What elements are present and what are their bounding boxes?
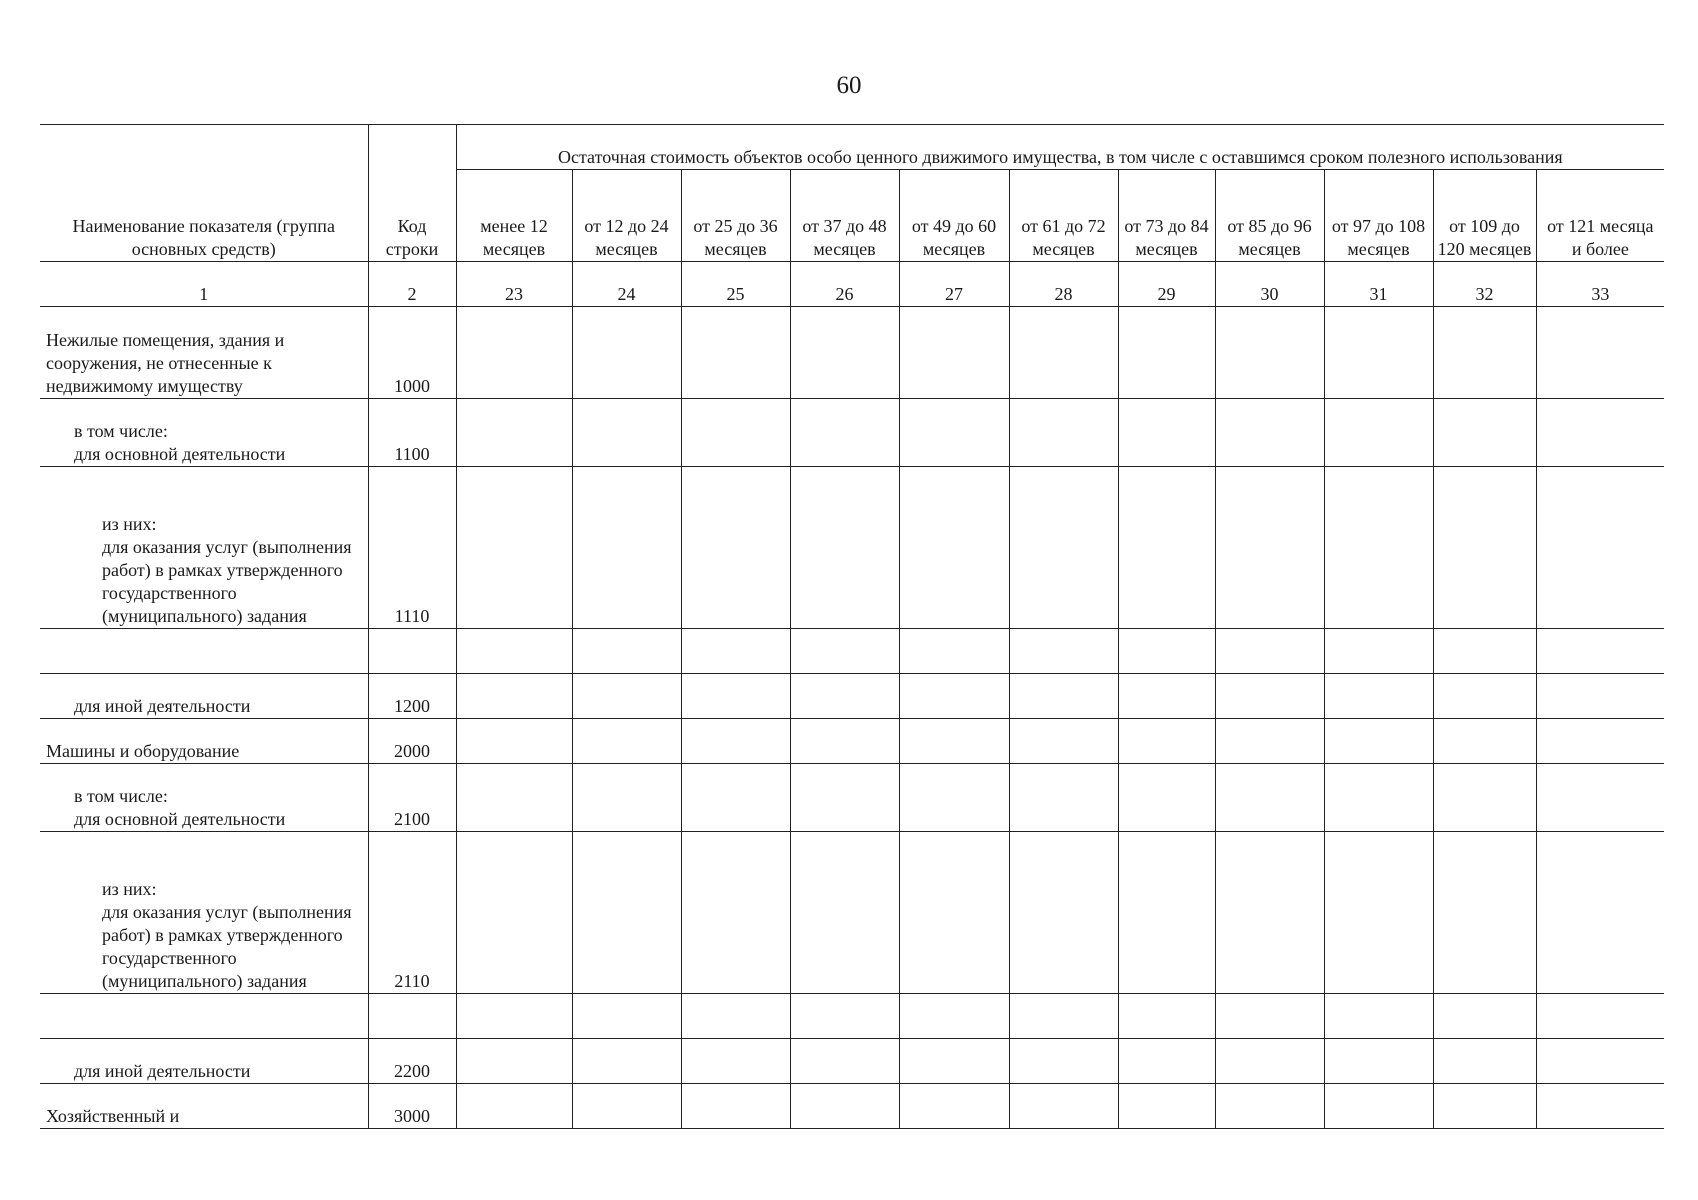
value-cell (572, 994, 681, 1039)
value-cell (456, 399, 572, 467)
value-cell (1009, 1039, 1118, 1084)
value-cell (1324, 719, 1433, 764)
table-row (40, 467, 1664, 629)
column-number: 32 (1433, 262, 1536, 307)
value-cell (790, 399, 899, 467)
value-cell (681, 674, 790, 719)
value-cell (1009, 307, 1118, 399)
column-number: 28 (1009, 262, 1118, 307)
value-cell (1215, 307, 1324, 399)
value-cell (1215, 1039, 1324, 1084)
header-residual-value-group: Остаточная стоимость объектов особо ценного движимого имущества, в том числе с оставшимся сроком полезного использования (456, 125, 1664, 170)
value-cell (681, 719, 790, 764)
value-cell (1324, 467, 1433, 629)
value-cell (1215, 832, 1324, 994)
value-cell (899, 764, 1009, 832)
page-number: 60 (836, 72, 862, 99)
value-cell (899, 467, 1009, 629)
value-cell (1118, 1084, 1215, 1129)
row-code (368, 994, 456, 1039)
row-code: 1110 (368, 467, 456, 629)
indicator-name: в том числе: для основной деятельности (40, 764, 368, 832)
header-period-col: от 49 до 60 месяцев (899, 170, 1009, 262)
value-cell (899, 674, 1009, 719)
value-cell (1536, 467, 1664, 629)
value-cell (1009, 719, 1118, 764)
value-cell (899, 1084, 1009, 1129)
value-cell (1118, 1039, 1215, 1084)
row-code (368, 629, 456, 674)
table-row (40, 719, 1664, 764)
value-cell (456, 467, 572, 629)
value-cell (1215, 719, 1324, 764)
column-number: 25 (681, 262, 790, 307)
value-cell (790, 307, 899, 399)
value-cell (1324, 1084, 1433, 1129)
value-cell (572, 832, 681, 994)
indicator-name: в том числе: для основной деятельности (40, 399, 368, 467)
value-cell (456, 994, 572, 1039)
value-cell (572, 1039, 681, 1084)
value-cell (1009, 399, 1118, 467)
value-cell (1215, 1084, 1324, 1129)
header-period-col: от 85 до 96 месяцев (1215, 170, 1324, 262)
value-cell (899, 719, 1009, 764)
value-cell (572, 764, 681, 832)
value-cell (681, 399, 790, 467)
column-number-row (40, 262, 1664, 307)
value-cell (456, 1039, 572, 1084)
value-cell (1118, 764, 1215, 832)
value-cell (681, 629, 790, 674)
value-cell (1536, 764, 1664, 832)
value-cell (1433, 399, 1536, 467)
table-row (40, 1084, 1664, 1129)
value-cell (899, 629, 1009, 674)
value-cell (899, 399, 1009, 467)
value-cell (681, 832, 790, 994)
value-cell (456, 674, 572, 719)
value-cell (681, 764, 790, 832)
value-cell (1324, 1039, 1433, 1084)
value-cell (1324, 994, 1433, 1039)
column-number: 33 (1536, 262, 1664, 307)
value-cell (1324, 629, 1433, 674)
value-cell (1536, 719, 1664, 764)
column-number: 24 (572, 262, 681, 307)
value-cell (572, 629, 681, 674)
value-cell (572, 307, 681, 399)
value-cell (1433, 467, 1536, 629)
value-cell (899, 994, 1009, 1039)
row-code: 1100 (368, 399, 456, 467)
table-body (40, 307, 1664, 1129)
row-code: 2000 (368, 719, 456, 764)
value-cell (1118, 719, 1215, 764)
value-cell (1324, 832, 1433, 994)
header-period-col: от 121 месяца и более (1536, 170, 1664, 262)
row-code: 2200 (368, 1039, 456, 1084)
value-cell (456, 307, 572, 399)
indicator-name: Нежилые помещения, здания и сооружения, не отнесенные к недвижимому имуществу (40, 307, 368, 399)
table-row (40, 1039, 1664, 1084)
table-row (40, 994, 1664, 1039)
value-cell (572, 399, 681, 467)
value-cell (572, 467, 681, 629)
column-number: 30 (1215, 262, 1324, 307)
value-cell (790, 1084, 899, 1129)
header-period-col: от 12 до 24 месяцев (572, 170, 681, 262)
value-cell (1009, 467, 1118, 629)
indicator-name: для иной деятельности (40, 1039, 368, 1084)
value-cell (1215, 994, 1324, 1039)
value-cell (1433, 674, 1536, 719)
value-cell (790, 994, 899, 1039)
value-cell (1118, 994, 1215, 1039)
indicator-name (40, 994, 368, 1039)
value-cell (456, 764, 572, 832)
value-cell (456, 629, 572, 674)
indicator-name: из них: для оказания услуг (выполнения работ) в рамках утвержденного государственного (муниципального) задания (40, 467, 368, 629)
row-code: 2100 (368, 764, 456, 832)
indicator-name: из них: для оказания услуг (выполнения работ) в рамках утвержденного государственного (муниципального) задания (40, 832, 368, 994)
column-number: 27 (899, 262, 1009, 307)
value-cell (1324, 764, 1433, 832)
value-cell (1118, 399, 1215, 467)
table-row (40, 399, 1664, 467)
value-cell (1118, 467, 1215, 629)
value-cell (1536, 629, 1664, 674)
value-cell (456, 719, 572, 764)
column-number: 1 (40, 262, 368, 307)
row-code: 3000 (368, 1084, 456, 1129)
header-period-col: от 97 до 108 месяцев (1324, 170, 1433, 262)
assets-table (40, 124, 1664, 1129)
value-cell (1324, 399, 1433, 467)
header-code-column: Код строки (368, 125, 456, 262)
value-cell (1433, 994, 1536, 1039)
table-row (40, 307, 1664, 399)
header-name-column: Наименование показателя (группа основных средств) (40, 125, 368, 262)
value-cell (1536, 1039, 1664, 1084)
value-cell (899, 1039, 1009, 1084)
header-period-col: от 61 до 72 месяцев (1009, 170, 1118, 262)
value-cell (790, 1039, 899, 1084)
value-cell (681, 467, 790, 629)
value-cell (572, 674, 681, 719)
value-cell (681, 307, 790, 399)
value-cell (790, 764, 899, 832)
column-number: 26 (790, 262, 899, 307)
value-cell (1536, 994, 1664, 1039)
indicator-name: Машины и оборудование (40, 719, 368, 764)
value-cell (681, 994, 790, 1039)
value-cell (572, 719, 681, 764)
value-cell (1009, 994, 1118, 1039)
value-cell (790, 832, 899, 994)
value-cell (572, 1084, 681, 1129)
value-cell (1009, 674, 1118, 719)
value-cell (1433, 832, 1536, 994)
value-cell (1118, 629, 1215, 674)
value-cell (681, 1039, 790, 1084)
row-code: 1000 (368, 307, 456, 399)
value-cell (1009, 1084, 1118, 1129)
value-cell (1433, 719, 1536, 764)
value-cell (1118, 832, 1215, 994)
table-row (40, 832, 1664, 994)
value-cell (1324, 674, 1433, 719)
value-cell (1009, 764, 1118, 832)
header-period-col: от 109 до 120 месяцев (1433, 170, 1536, 262)
value-cell (1215, 629, 1324, 674)
column-number: 29 (1118, 262, 1215, 307)
value-cell (1215, 764, 1324, 832)
header-period-col: от 73 до 84 месяцев (1118, 170, 1215, 262)
indicator-name: Хозяйственный и (40, 1084, 368, 1129)
value-cell (1118, 674, 1215, 719)
value-cell (1324, 307, 1433, 399)
table-row (40, 674, 1664, 719)
value-cell (899, 307, 1009, 399)
value-cell (1215, 467, 1324, 629)
value-cell (456, 1084, 572, 1129)
column-number: 23 (456, 262, 572, 307)
value-cell (1009, 832, 1118, 994)
value-cell (681, 1084, 790, 1129)
value-cell (1433, 307, 1536, 399)
table-row (40, 764, 1664, 832)
value-cell (790, 467, 899, 629)
value-cell (1215, 399, 1324, 467)
value-cell (1536, 832, 1664, 994)
value-cell (1433, 1039, 1536, 1084)
value-cell (1536, 674, 1664, 719)
value-cell (790, 719, 899, 764)
row-code: 1200 (368, 674, 456, 719)
value-cell (1536, 399, 1664, 467)
value-cell (1433, 1084, 1536, 1129)
value-cell (790, 674, 899, 719)
header-period-col: от 25 до 36 месяцев (681, 170, 790, 262)
row-code: 2110 (368, 832, 456, 994)
value-cell (1215, 674, 1324, 719)
value-cell (1009, 629, 1118, 674)
value-cell (456, 832, 572, 994)
indicator-name: для иной деятельности (40, 674, 368, 719)
value-cell (790, 629, 899, 674)
value-cell (899, 832, 1009, 994)
value-cell (1118, 307, 1215, 399)
value-cell (1433, 764, 1536, 832)
value-cell (1433, 629, 1536, 674)
column-number: 31 (1324, 262, 1433, 307)
value-cell (1536, 1084, 1664, 1129)
column-number: 2 (368, 262, 456, 307)
indicator-name (40, 629, 368, 674)
header-period-col: менее 12 месяцев (456, 170, 572, 262)
value-cell (1536, 307, 1664, 399)
table-row (40, 629, 1664, 674)
header-period-col: от 37 до 48 месяцев (790, 170, 899, 262)
